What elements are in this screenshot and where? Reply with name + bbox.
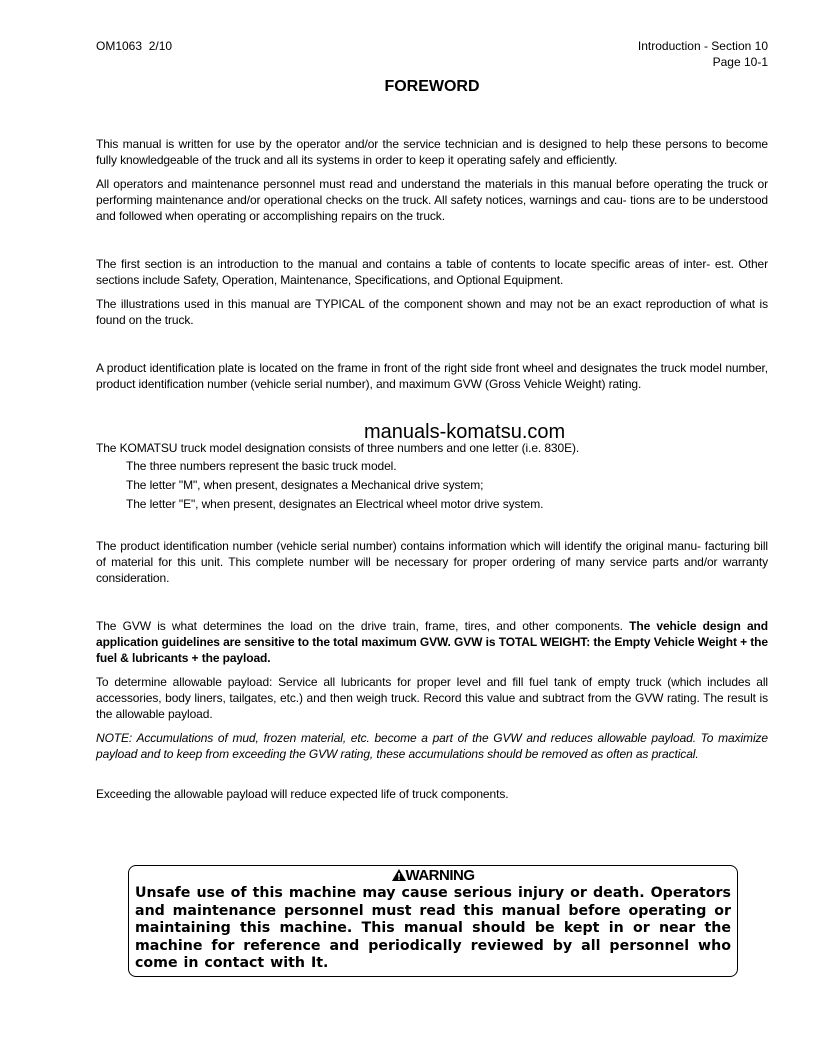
paragraph-payload: To determine allowable payload: Service all lubricants for proper level and fill fuel tank of empty truck (which includes all accessories, body liners, tailgates, etc.) and then weigh truck. Record this value and subtract from the GVW rating. The result is the allowable payload.	[96, 675, 768, 721]
paragraph-read-manual: All operators and maintenance personnel must read and understand the materials in this manual before operating the truck or performing maintenance and/or operational checks on the truck. All safety notices, warnings and cau- tions are to be understood and followed when operating or accomplishing repairs on the truck.	[96, 177, 768, 223]
header-doc-id: OM1063 2/10	[96, 39, 173, 53]
header-section	[638, 38, 768, 70]
warning-triangle-icon	[392, 869, 406, 881]
list-item-numbers: The three numbers represent the basic truck model.	[126, 459, 397, 473]
paragraph-serial-number: The product identification number (vehicle serial number) contains information which will identify the original manu- facturing bill of material for this unit. This complete number will be necessary for proper ordering of many service parts and/or warranty consideration.	[96, 539, 768, 585]
paragraph-note: NOTE: Accumulations of mud, frozen material, etc. become a part of the GVW and reduces allowable payload. To maximize payload and to keep from exceeding the GVW rating, these accumulations should be removed as often as practical.	[96, 731, 768, 761]
header-section-title: Introduction - Section 10	[637, 39, 768, 53]
paragraph-illustrations: The illustrations used in this manual are TYPICAL of the component shown and may not be an exact reproduction of what is found on the truck.	[96, 297, 768, 327]
paragraph-id-plate: A product identification plate is located on the frame in front of the right side front wheel and designates the truck model number, product identification number (vehicle serial number), and maximum GVW (Gross Vehicle Weight) rating.	[96, 361, 768, 391]
header-page-number: Page 10-1	[712, 55, 768, 69]
paragraph-sections: The first section is an introduction to the manual and contains a table of contents to locate specific areas of inter- est. Other sections include Safety, Operation, Maintenance, Specifications, and Optional Equipment.	[96, 257, 768, 287]
gvw-emphasis: The vehicle design and application guidelines are sensitive to the total maximum GVW. GVW is TOTAL WEIGHT: the Empty Vehicle Weight + the fuel & lubricants + the payload.	[96, 619, 768, 665]
paragraph-model-designation: The KOMATSU truck model designation consists of three numbers and one letter (i.e. 830E).	[96, 441, 580, 455]
gvw-text: The GVW is what determines the load on the drive train, frame, tires, and other components.	[96, 619, 630, 633]
warning-title	[135, 867, 731, 885]
warning-box	[128, 865, 738, 977]
paragraph-exceeding: Exceeding the allowable payload will reduce expected life of truck components.	[96, 787, 509, 801]
warning-title-text: WARNING	[405, 867, 475, 884]
list-item-letter-m: The letter "M", when present, designates a Mechanical drive system;	[126, 478, 484, 492]
watermark: manuals-komatsu.com	[364, 421, 566, 443]
list-item-letter-e: The letter "E", when present, designates an Electrical wheel motor drive system.	[126, 497, 544, 511]
paragraph-gvw	[96, 618, 768, 666]
page-title: FOREWORD	[384, 78, 480, 95]
paragraph-purpose: This manual is written for use by the operator and/or the service technician and is designed to help these persons to become fully knowledgeable of the truck and all its systems in order to keep it operating safely and efficiently.	[96, 137, 768, 167]
warning-body: Unsafe use of this machine may cause serious injury or death. Operators and maintenance personnel must read this manual before operating or maintaining this machine. This manual should be kept in or near the machine for reference and periodically reviewed by all personnel who come in contact with It.	[135, 885, 731, 972]
